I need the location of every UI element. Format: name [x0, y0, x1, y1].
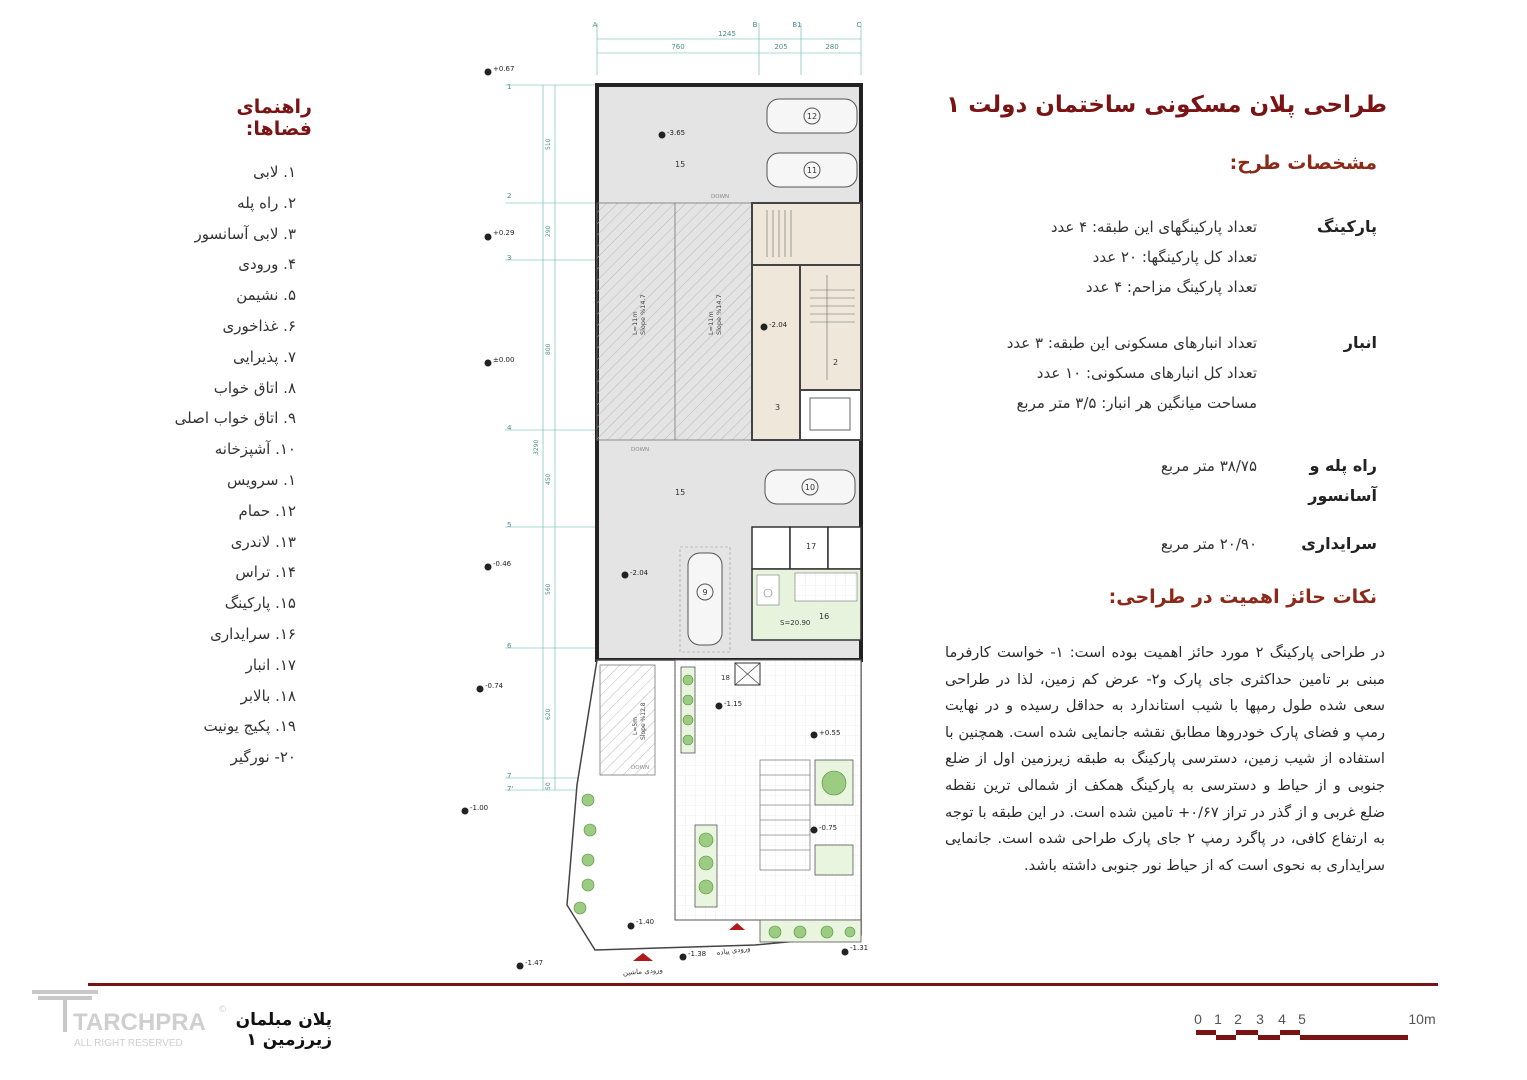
- dim-label: 205: [774, 43, 788, 51]
- dim-label: 1245: [718, 30, 736, 38]
- scale-bar: [1190, 1004, 1440, 1044]
- notes-heading: نکات حائز اهمیت در طراحی:: [1108, 586, 1377, 608]
- level-label: -2.04: [769, 321, 788, 329]
- drawing-title: پلان مبلمان زیرزمین ۱: [235, 1010, 332, 1050]
- room-number: 17: [806, 542, 817, 551]
- bottom-rule: [88, 983, 1438, 986]
- spec-lines-janitor: [917, 529, 1257, 559]
- dim-label: 510: [545, 138, 552, 150]
- entry-label: ورودی ماشین: [622, 966, 664, 977]
- notes-body: [945, 640, 1385, 879]
- level-label: -0.75: [819, 824, 838, 832]
- dim-label: 50: [545, 782, 552, 790]
- spec-line: مساحت میانگین هر انبار: ۳/۵ متر مربع: [1016, 394, 1257, 412]
- room-number: 15: [675, 488, 686, 497]
- level-label: -0.46: [493, 560, 512, 568]
- car-number: 11: [806, 166, 818, 175]
- level-label: -1.47: [525, 959, 544, 967]
- spec-line: تعداد کل پارکینگها: ۲۰ عدد: [1092, 248, 1257, 266]
- legend-title: راهنمای فضاها:: [236, 96, 312, 140]
- legend-item: ۳. لابی آسانسور: [194, 224, 296, 243]
- ramp-label: L=11m: [707, 311, 715, 335]
- legend-item: ۱۰. آشپزخانه: [214, 440, 296, 459]
- room-number: 16: [819, 612, 830, 621]
- spec-line: تعداد پارکینگهای این طبقه: ۴ عدد: [1050, 218, 1257, 236]
- grid-col-label: C: [856, 21, 862, 29]
- legend-item: ۱۴. تراس: [235, 563, 296, 582]
- legend-item: ۱. لابی: [253, 163, 296, 181]
- scale-end: 10m: [1408, 1011, 1436, 1027]
- legend-item: ۱۲. حمام: [238, 501, 296, 520]
- legend-item: ۱. سرویس: [227, 470, 296, 489]
- entry-label: ورودی پیاده: [716, 944, 751, 957]
- ramp-label: L=11m: [631, 311, 639, 335]
- scale-tick: 1: [1214, 1011, 1222, 1027]
- legend-item: ۸. اتاق خواب: [213, 378, 296, 397]
- scale-tick: 3: [1256, 1011, 1264, 1027]
- level-label: -1.00: [470, 804, 489, 812]
- legend-item: ۲۰- نورگیر: [230, 748, 296, 767]
- grid-row-label: 1: [507, 83, 512, 91]
- spec-label-stair: راه پله و آسانسور: [1308, 456, 1377, 505]
- dim-label: 3290: [533, 439, 540, 455]
- down-label: DOWN: [631, 447, 650, 453]
- scale-tick: 4: [1278, 1011, 1286, 1027]
- stair-core: [800, 265, 861, 390]
- grid-col-label: A: [592, 21, 598, 29]
- level-label: +0.29: [493, 229, 515, 237]
- spec-line: تعداد انبارهای مسکونی این طبقه: ۳ عدد: [1006, 334, 1257, 352]
- legend-item: ۴. ورودی: [238, 255, 296, 274]
- spec-lines-parking: [917, 212, 1257, 302]
- spec-line: ۳۸/۷۵ متر مربع: [1160, 457, 1257, 475]
- dim-label: 560: [545, 583, 552, 595]
- logo-text: TARCHPRA: [73, 1009, 206, 1036]
- level-label: -1.40: [636, 918, 655, 926]
- grid-row-label: 6: [507, 642, 512, 650]
- room-number: 2: [833, 358, 839, 367]
- svg-text:©: ©: [218, 1005, 227, 1015]
- car-number: 12: [806, 112, 818, 121]
- planter: [815, 845, 853, 875]
- room-number: 3: [775, 403, 781, 412]
- grid-row-label: 7: [507, 772, 512, 780]
- ramp: [597, 203, 752, 440]
- spec-line: تعداد کل انبارهای مسکونی: ۱۰ عدد: [1036, 364, 1257, 382]
- dim-label: 290: [545, 225, 552, 237]
- elevator-lobby: [752, 265, 800, 440]
- notes-paragraph: در طراحی پارکینگ ۲ مورد حائز اهمیت بوده است: ۱- خواست کارفرما مبنی بر تامین حداکثری جای پارک و۲- عرض کم زمین، لذا در طراحی سعی شده طول رمپها با شیب استاندارد به حداقل رسیده و در نهایت رمپ و فضای پارک خودروها مطابق نقشه جانمایی شده است.: [945, 644, 1386, 741]
- grid-row-label: 3: [507, 254, 512, 262]
- down-label: DOWN: [631, 765, 650, 771]
- spec-line: ۲۰/۹۰ متر مربع: [1160, 535, 1257, 553]
- grid-row-label: 5: [507, 521, 512, 529]
- spec-lines-stair: [917, 451, 1257, 481]
- car-number: 10: [804, 483, 816, 492]
- page-title: طراحی پلان مسکونی ساختمان دولت ۱: [946, 92, 1387, 118]
- scale-tick: 0: [1194, 1011, 1202, 1027]
- level-label: -1.31: [850, 944, 869, 952]
- ramp-label: Slope %14.7: [639, 294, 647, 335]
- ramp-label: Slope %12.8: [640, 702, 647, 740]
- grid-row-label: 2: [507, 192, 512, 200]
- legend-item: ۱۸. بالابر: [240, 686, 296, 705]
- space-legend: [150, 157, 296, 773]
- spec-label-storage: انبار: [1343, 333, 1377, 352]
- level-label: -2.04: [630, 569, 649, 577]
- room-area: S=20.90: [780, 619, 811, 627]
- car-9: [688, 553, 722, 645]
- dim-label: 280: [825, 43, 839, 51]
- level-label: -0.74: [485, 682, 504, 690]
- specs-heading: مشخصات طرح:: [1229, 152, 1377, 174]
- legend-item: ۱۳. لاندری: [230, 532, 296, 551]
- dim-label: 450: [545, 473, 552, 485]
- spec-lines-storage: [917, 328, 1257, 418]
- dim-label: 760: [671, 43, 685, 51]
- ramp-label: Slope %14.7: [715, 294, 723, 335]
- floor-plan: [455, 15, 905, 983]
- legend-item: ۶. غذاخوری: [222, 316, 296, 335]
- room-number: 18: [721, 674, 730, 682]
- entry-marker: [633, 953, 653, 961]
- grid-row-label: 4: [507, 424, 512, 432]
- level-label: -1.38: [688, 950, 707, 958]
- level-label: ±0.00: [493, 356, 515, 364]
- level-label: -1.15: [724, 700, 743, 708]
- grid-col-label: B1: [792, 21, 802, 29]
- legend-item: ۵. نشیمن: [236, 286, 296, 305]
- spec-line: تعداد پارکینگ مزاحم: ۴ عدد: [1085, 278, 1257, 296]
- down-label: DOWN: [711, 194, 730, 200]
- legend-item: ۱۷. انبار: [245, 655, 296, 674]
- legend-item: ۱۶. سرایداری: [210, 624, 296, 643]
- scale-tick: 2: [1234, 1011, 1242, 1027]
- level-label: -3.65: [667, 129, 686, 137]
- notes-paragraph: همچنین با استفاده از شیب زمین، دسترسی پارکینگ به طبقه زیرزمین اول از ضلع جنوبی و از حیاط و دسترسی به پارکینگ همکف از شمالی ترین نقطه ضلع غربی و از گذر در تراز ۰/۶۷+ تامین شده است. در این طبقه با توجه به ارتفاع کافی، در پاگرد رمپ ۲ جای پارک طراحی شده است.: [945, 723, 1385, 848]
- spec-label-janitor: سرایداری: [1301, 534, 1377, 553]
- notes-paragraph: جانمایی سرایداری به نحوی است که از حیاط نور جنوبی داشته باشد.: [945, 830, 1385, 874]
- legend-item: ۱۵. پارکینگ: [224, 594, 296, 613]
- level-label: +0.55: [819, 729, 841, 737]
- legend-item: ۷. پذیرایی: [233, 347, 296, 366]
- grid-col-label: B: [752, 21, 758, 29]
- legend-item: ۲. راه پله: [237, 193, 296, 212]
- car-number: 9: [702, 588, 708, 597]
- legend-item: ۱۹. پکیج یونیت: [203, 717, 296, 736]
- grid-rows: [505, 85, 597, 790]
- room-number: 15: [675, 160, 686, 169]
- legend-item: ۹. اتاق خواب اصلی: [174, 409, 296, 428]
- dim-label: 620: [545, 708, 552, 720]
- grid-row-label: 7': [507, 785, 514, 793]
- dim-label: 800: [545, 343, 552, 355]
- logo-watermark: [28, 986, 228, 1050]
- ramp-label: L=5m: [632, 716, 639, 735]
- logo-subtext: ALL RIGHT RESERVED: [74, 1038, 183, 1049]
- scale-tick: 5: [1298, 1011, 1306, 1027]
- level-label: +0.67: [493, 65, 515, 73]
- spec-label-parking: پارکینگ: [1317, 217, 1377, 236]
